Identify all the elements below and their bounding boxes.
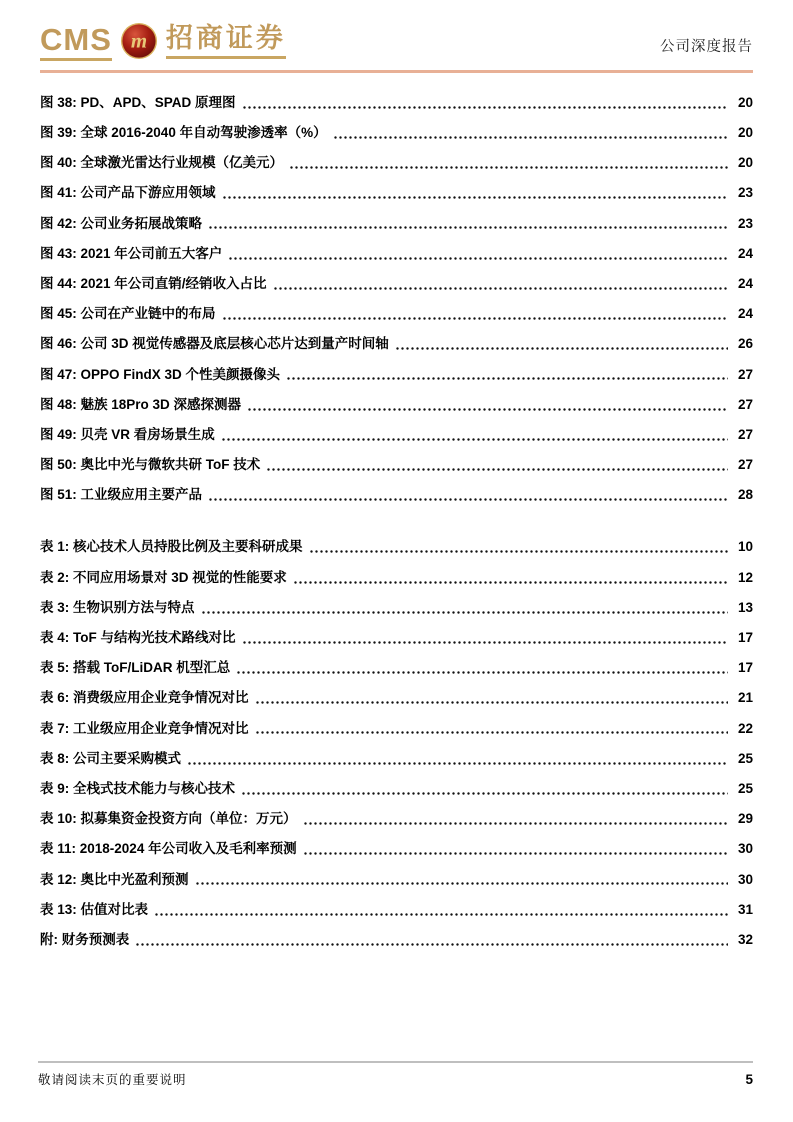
dotted-leader [333, 135, 728, 140]
toc-page-number: 25 [737, 750, 753, 766]
toc-entry-label: 表 3: 生物识别方法与特点 [40, 599, 195, 615]
toc-entry-label: 表 1: 核心技术人员持股比例及主要科研成果 [40, 539, 303, 555]
dotted-leader [247, 407, 728, 412]
toc-entry-label: 图 43: 2021 年公司前五大客户 [40, 245, 223, 261]
toc-page-number: 20 [737, 125, 753, 141]
page-footer [38, 1061, 753, 1088]
dotted-leader [395, 346, 728, 351]
toc-page-number: 24 [737, 245, 753, 261]
toc-row [40, 298, 753, 328]
toc-page-number: 20 [737, 155, 753, 171]
dotted-leader [273, 286, 728, 291]
toc-row [40, 531, 753, 561]
dotted-leader [303, 821, 728, 826]
toc-entry-label: 图 44: 2021 年公司直销/经销收入占比 [40, 275, 267, 291]
dotted-leader [255, 700, 728, 705]
toc-row [40, 924, 753, 954]
toc-row [40, 328, 753, 358]
toc-row [40, 388, 753, 418]
dotted-leader [242, 640, 729, 645]
header-divider [40, 70, 753, 73]
cms-m-badge-icon [120, 22, 158, 60]
cms-logo [40, 22, 286, 62]
dotted-leader [236, 670, 728, 675]
table-of-contents [40, 87, 753, 954]
toc-row [40, 479, 753, 509]
toc-row [40, 449, 753, 479]
toc-row [40, 358, 753, 388]
toc-entry-label: 图 42: 公司业务拓展战策略 [40, 215, 203, 231]
toc-entry-label: 表 11: 2018-2024 年公司收入及毛利率预测 [40, 841, 297, 857]
toc-row [40, 207, 753, 237]
toc-page-number: 24 [737, 275, 753, 291]
toc-row [40, 773, 753, 803]
figures-list [40, 87, 753, 510]
dotted-leader [286, 376, 728, 381]
toc-page-number: 17 [737, 630, 753, 646]
toc-entry-label: 图 38: PD、APD、SPAD 原理图 [40, 94, 236, 110]
toc-entry-label: 图 48: 魅族 18Pro 3D 深感探测器 [40, 396, 242, 412]
toc-entry-label: 表 2: 不同应用场景对 3D 视觉的性能要求 [40, 569, 287, 585]
toc-page-number: 31 [737, 901, 753, 917]
toc-page-number: 17 [737, 660, 753, 676]
toc-entry-label: 表 13: 估值对比表 [40, 901, 149, 917]
toc-entry-label: 图 47: OPPO FindX 3D 个性美颜摄像头 [40, 366, 281, 382]
toc-row [40, 893, 753, 923]
toc-page-number: 23 [737, 185, 753, 201]
dotted-leader [195, 881, 728, 886]
toc-entry-label: 图 46: 公司 3D 视觉传感器及底层核心芯片达到量产时间轴 [40, 336, 389, 352]
toc-page-number: 20 [737, 94, 753, 110]
toc-row [40, 237, 753, 267]
toc-entry-label: 图 45: 公司在产业链中的布局 [40, 306, 216, 322]
brand-name-text: 招商证券 [166, 25, 286, 59]
footer-divider [38, 1061, 753, 1063]
toc-page-number: 13 [737, 599, 753, 615]
toc-row [40, 117, 753, 147]
toc-page-number: 27 [737, 366, 753, 382]
dotted-leader [135, 942, 728, 947]
toc-page-number: 32 [737, 931, 753, 947]
toc-row [40, 712, 753, 742]
dotted-leader [303, 851, 728, 856]
toc-entry-label: 图 39: 全球 2016-2040 年自动驾驶渗透率（%） [40, 125, 327, 141]
toc-page-number: 27 [737, 426, 753, 442]
dotted-leader [221, 437, 728, 442]
toc-page-number: 26 [737, 336, 753, 352]
toc-entry-label: 图 49: 贝壳 VR 看房场景生成 [40, 426, 215, 442]
toc-page-number: 23 [737, 215, 753, 231]
toc-entry-label: 表 8: 公司主要采购模式 [40, 750, 182, 766]
footer-page-number: 5 [745, 1072, 753, 1087]
toc-row [40, 87, 753, 117]
dotted-leader [289, 165, 728, 170]
toc-row [40, 863, 753, 893]
cms-logo-text: CMS [40, 24, 112, 61]
toc-entry-label: 表 4: ToF 与结构光技术路线对比 [40, 630, 236, 646]
toc-entry-label: 表 7: 工业级应用企业竞争情况对比 [40, 720, 249, 736]
toc-row [40, 622, 753, 652]
toc-page-number: 24 [737, 306, 753, 322]
toc-page-number: 25 [737, 780, 753, 796]
dotted-leader [154, 912, 728, 917]
toc-page-number: 29 [737, 811, 753, 827]
toc-page-number: 12 [737, 569, 753, 585]
toc-page-number: 10 [737, 539, 753, 555]
toc-row [40, 419, 753, 449]
dotted-leader [266, 467, 728, 472]
dotted-leader [187, 761, 728, 766]
footer-row [38, 1070, 753, 1088]
dotted-leader [255, 730, 728, 735]
badge-m-glyph: m [130, 28, 148, 53]
toc-page-number: 22 [737, 720, 753, 736]
toc-row [40, 592, 753, 622]
toc-entry-label: 表 9: 全栈式技术能力与核心技术 [40, 780, 236, 796]
dotted-leader [222, 195, 728, 200]
dotted-leader [293, 580, 728, 585]
toc-entry-label: 图 50: 奥比中光与微软共研 ToF 技术 [40, 457, 261, 473]
toc-row [40, 268, 753, 298]
footer-disclaimer: 敬请阅读末页的重要说明 [38, 1073, 187, 1087]
toc-page-number: 30 [737, 841, 753, 857]
tables-list [40, 531, 753, 954]
dotted-leader [208, 497, 728, 502]
toc-entry-label: 表 10: 拟募集资金投资方向（单位：万元） [40, 811, 297, 827]
toc-entry-label: 表 5: 搭载 ToF/LiDAR 机型汇总 [40, 660, 231, 676]
toc-row [40, 833, 753, 863]
dotted-leader [309, 549, 728, 554]
page-header [40, 22, 753, 62]
toc-page-number: 28 [737, 487, 753, 503]
toc-row [40, 742, 753, 772]
dotted-leader [222, 316, 728, 321]
toc-entry-label: 附: 财务预测表 [40, 931, 130, 947]
toc-row [40, 652, 753, 682]
toc-entry-label: 表 6: 消费级应用企业竞争情况对比 [40, 690, 249, 706]
toc-entry-label: 图 41: 公司产品下游应用领域 [40, 185, 216, 201]
toc-page-number: 27 [737, 457, 753, 473]
toc-entry-label: 图 51: 工业级应用主要产品 [40, 487, 203, 503]
dotted-leader [242, 105, 728, 110]
dotted-leader [201, 610, 728, 615]
toc-page-number: 30 [737, 871, 753, 887]
toc-page-number: 27 [737, 396, 753, 412]
toc-entry-label: 表 12: 奥比中光盈利预测 [40, 871, 189, 887]
report-type-label: 公司深度报告 [660, 39, 753, 55]
dotted-leader [241, 791, 728, 796]
dotted-leader [228, 256, 728, 261]
toc-page-number: 21 [737, 690, 753, 706]
dotted-leader [208, 225, 728, 230]
toc-row [40, 147, 753, 177]
toc-row [40, 177, 753, 207]
toc-row [40, 682, 753, 712]
toc-row [40, 803, 753, 833]
toc-entry-label: 图 40: 全球激光雷达行业规模（亿美元） [40, 155, 284, 171]
toc-row [40, 561, 753, 591]
